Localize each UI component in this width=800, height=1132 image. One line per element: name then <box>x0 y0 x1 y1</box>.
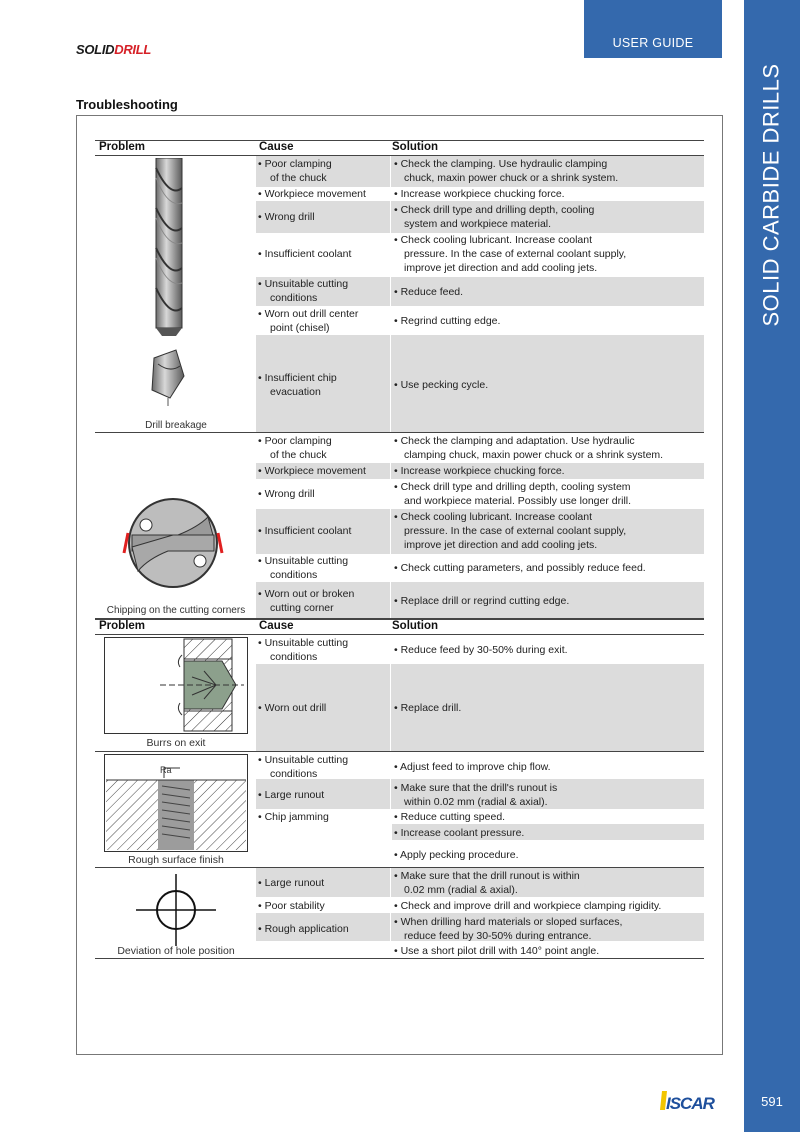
cause-cell: • Poor clamping of the chuck <box>258 435 332 461</box>
group-rule <box>95 432 704 433</box>
brand-logo: SOLIDDRILL <box>76 42 152 57</box>
problem-caption: Drill breakage <box>145 420 207 431</box>
iscar-logo <box>660 1088 732 1112</box>
solution-cell: • Apply pecking procedure. <box>394 849 519 861</box>
solution-cell: • Replace drill. <box>394 702 462 714</box>
section-title: Troubleshooting <box>76 97 178 112</box>
solution-cell: • Make sure that the drill runout is within 0.02 mm (radial & axial). <box>394 870 580 896</box>
cause-cell: • Insufficient chip evacuation <box>258 372 337 398</box>
svg-text:ISCAR: ISCAR <box>666 1094 714 1112</box>
header-rule <box>95 634 704 635</box>
table-bottom-rule <box>95 958 704 959</box>
solution-cell: • Check cooling lubricant. Increase coolant pressure. In the case of external coolant supply, improve jet direction and add cooling jets. <box>394 511 627 551</box>
ra-label: Ra <box>160 765 172 775</box>
cause-cell: • Wrong drill <box>258 211 315 223</box>
cause-cell: • Large runout <box>258 789 325 801</box>
drill-tip-end-view-illustration <box>118 487 228 599</box>
problem-caption: Chipping on the cutting corners <box>106 605 246 616</box>
hole-position-illustration <box>136 874 216 946</box>
solution-cell: • Make sure that the drill's runout is within 0.02 mm (radial & axial). <box>394 782 558 808</box>
solution-cell: • Increase workpiece chucking force. <box>394 465 565 477</box>
solution-cell: • Reduce feed. <box>394 286 464 298</box>
cause-cell: • Chip jamming <box>258 811 329 823</box>
cause-cell: • Poor clamping of the chuck <box>258 158 332 184</box>
solution-cell: • When drilling hard materials or sloped surfaces, reduce feed by 30-50% during entrance. <box>394 916 623 942</box>
guide-tab-underline <box>584 56 722 58</box>
page-number: 591 <box>761 1094 783 1109</box>
solution-cell: • Check and improve drill and workpiece clamping rigidity. <box>394 900 662 912</box>
rough-surface-illustration <box>104 754 248 852</box>
solution-cell: • Use pecking cycle. <box>394 379 489 391</box>
problem-caption: Deviation of hole position <box>117 945 235 957</box>
solution-cell: • Check cutting parameters, and possibly reduce feed. <box>394 562 646 574</box>
solution-cell: • Check drill type and drilling depth, cooling system and workpiece material. <box>394 204 595 230</box>
group-rule <box>95 867 704 868</box>
cause-cell: • Rough application <box>258 923 349 935</box>
solution-cell: • Check the clamping and adaptation. Use hydraulic clamping chuck, maxin power chuck or a shrink system. <box>394 435 664 461</box>
cause-cell: • Unsuitable cutting conditions <box>258 637 349 663</box>
solution-cell: • Regrind cutting edge. <box>394 315 501 327</box>
cause-cell: • Insufficient coolant <box>258 525 352 537</box>
col-cause-header: Cause <box>259 620 294 632</box>
cause-cell: • Worn out drill <box>258 702 327 714</box>
problem-caption: Burrs on exit <box>146 737 206 749</box>
col-cause-header: Cause <box>259 141 294 153</box>
cause-cell: • Wrong drill <box>258 488 315 500</box>
cause-cell: • Worn out drill center point (chisel) <box>258 308 359 334</box>
solution-cell: • Adjust feed to improve chip flow. <box>394 761 551 773</box>
cause-cell: • Worn out or broken cutting corner <box>258 588 355 614</box>
solution-cell: • Reduce feed by 30-50% during exit. <box>394 644 568 656</box>
column-separator <box>390 156 391 956</box>
side-title: SOLID CARBIDE DRILLS <box>759 63 785 327</box>
cause-cell: • Large runout <box>258 877 325 889</box>
cause-cell: • Workpiece movement <box>258 465 366 477</box>
col-solution-header: Solution <box>392 141 438 153</box>
solution-cell: • Increase workpiece chucking force. <box>394 188 565 200</box>
cause-cell: • Unsuitable cutting conditions <box>258 555 349 581</box>
cause-cell: • Insufficient coolant <box>258 248 352 260</box>
burrs-on-exit-illustration <box>104 637 248 734</box>
solution-cell: • Use a short pilot drill with 140° point angle. <box>394 945 600 957</box>
problem-caption: Rough surface finish <box>128 854 224 866</box>
solution-cell: • Check drill type and drilling depth, cooling system and workpiece material. Possibly use longer drill. <box>394 481 632 507</box>
col-solution-header: Solution <box>392 620 438 632</box>
solution-cell: • Increase coolant pressure. <box>394 827 525 839</box>
drill-breakage-illustration <box>140 158 202 418</box>
cause-cell: • Unsuitable cutting conditions <box>258 754 349 780</box>
cause-cell: • Workpiece movement <box>258 188 366 200</box>
solution-cell: • Check the clamping. Use hydraulic clamping chuck, maxin power chuck or a shrink system. <box>394 158 619 184</box>
col-problem-header: Problem <box>99 141 146 153</box>
group-rule <box>95 751 704 752</box>
solution-cell: • Reduce cutting speed. <box>394 811 506 823</box>
solution-cell: • Replace drill or regrind cutting edge. <box>394 595 570 607</box>
header-rule <box>95 155 704 156</box>
cause-cell: • Unsuitable cutting conditions <box>258 278 349 304</box>
cause-cell: • Poor stability <box>258 900 325 912</box>
solution-cell: • Check cooling lubricant. Increase coolant pressure. In the case of external coolant supply, improve jet direction and add cooling jets. <box>394 234 627 274</box>
col-problem-header: Problem <box>99 620 146 632</box>
user-guide-tab: USER GUIDE <box>584 0 722 56</box>
